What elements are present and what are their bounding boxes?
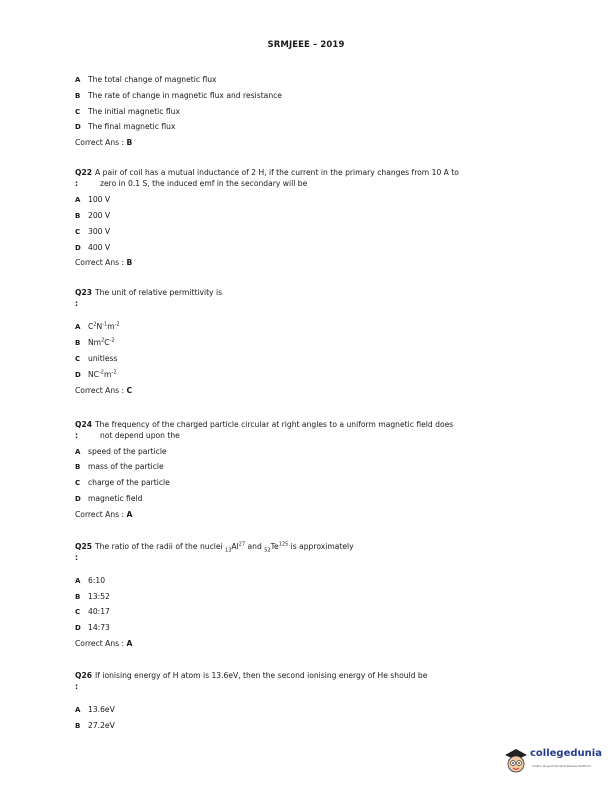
correct-answer: Correct Ans : A [75,509,133,519]
question-23: Q23 The unit of relative permittivity is : A $C^2N^{-1}m^{-2}$ B $Nm^2C^{-2}$ C unitless D $NC^{-2}m^{-2}$ Correct Ans : C [75,287,545,398]
option-c: C 40:17 [75,607,110,617]
question-22: Q22 A pair of coil has a mutual inductance of 2 H, if the current in the primary changes from 10 A to : zero in 0.1 S, the induced emf in the secondary will be A 100 V B 200 V C 300 V D 400 V Correct Ans : B [75,167,545,271]
option-d: D 14:73 [75,623,110,633]
option-d: D $NC^{-2}m^{-2}$ [75,369,117,379]
option-b: B mass of the particle [75,462,164,472]
option-a: A speed of the particle [75,446,167,456]
option-a: A The total change of magnetic flux [75,75,217,84]
question-text: If ionising energy of H atom is 13.6eV, then the second ionising energy of He should be [95,670,428,680]
correct-answer: Correct Ans : B [75,258,133,268]
option-c: C unitless [75,353,118,363]
option-a: A 13.6eV [75,704,115,714]
page-title: SRMJEEE – 2019 [267,40,345,50]
question-text: The ratio of the radii of the nuclei $_{13}Al^{27}$ and $_{52}Te^{125}$ is approximately [95,541,354,554]
option-b: B 27.2eV [75,720,115,730]
option-d: D The final magnetic flux [75,122,176,132]
option-b: B $Nm^2C^{-2}$ [75,337,115,348]
question-25: Q25 The ratio of the radii of the nuclei $_{13}Al^{27}$ and $_{52}Te^{125}$ is approximately : A 6:10 B 13:52 C 40:17 D 14:73 Correct Ans : A [75,541,545,652]
question-text: A pair of coil has a mutual inductance of 2 H, if the current in the primary changes from 10 A to [95,168,459,178]
option-a: A 6:10 [75,575,106,585]
option-a: A 100 V [75,195,111,205]
option-d: D magnetic field [75,493,143,503]
question-26: Q26 If ionising energy of H atom is 13.6eV, then the second ionising energy of He should be : A 13.6eV B 27.2eV [75,670,545,734]
option-c: C The initial magnetic flux [75,106,180,116]
option-b: B 13:52 [75,591,110,601]
mascot-icon [502,746,530,776]
question-24: Q24 The frequency of the charged particle circular at right angles to a uniform magnetic field does : not depend upon the A speed of the particle B mass of the particle C charge of the particle D magnetic field Correct Ans : A [75,419,545,523]
correct-answer: Correct Ans : B [75,138,133,148]
option-d: D 400 V [75,242,111,252]
question-text: The unit of relative permittivity is [95,288,223,298]
question-text: The frequency of the charged particle circular at right angles to a uniform magnetic field does [95,419,454,429]
option-b: B The rate of change in magnetic flux and resistance [75,90,282,100]
option-c: C charge of the particle [75,478,170,488]
option-b: B 200 V [75,210,111,220]
correct-answer: Correct Ans : A [75,638,133,648]
q21-options [75,72,545,151]
question-content [75,72,545,734]
collegedunia-logo: collegedunia India's largest Student Review Platform [502,746,606,780]
option-a: A $C^2N^{-1}m^{-2}$ [75,321,120,332]
correct-answer: Correct Ans : C [75,385,133,395]
option-c: C 300 V [75,226,111,236]
